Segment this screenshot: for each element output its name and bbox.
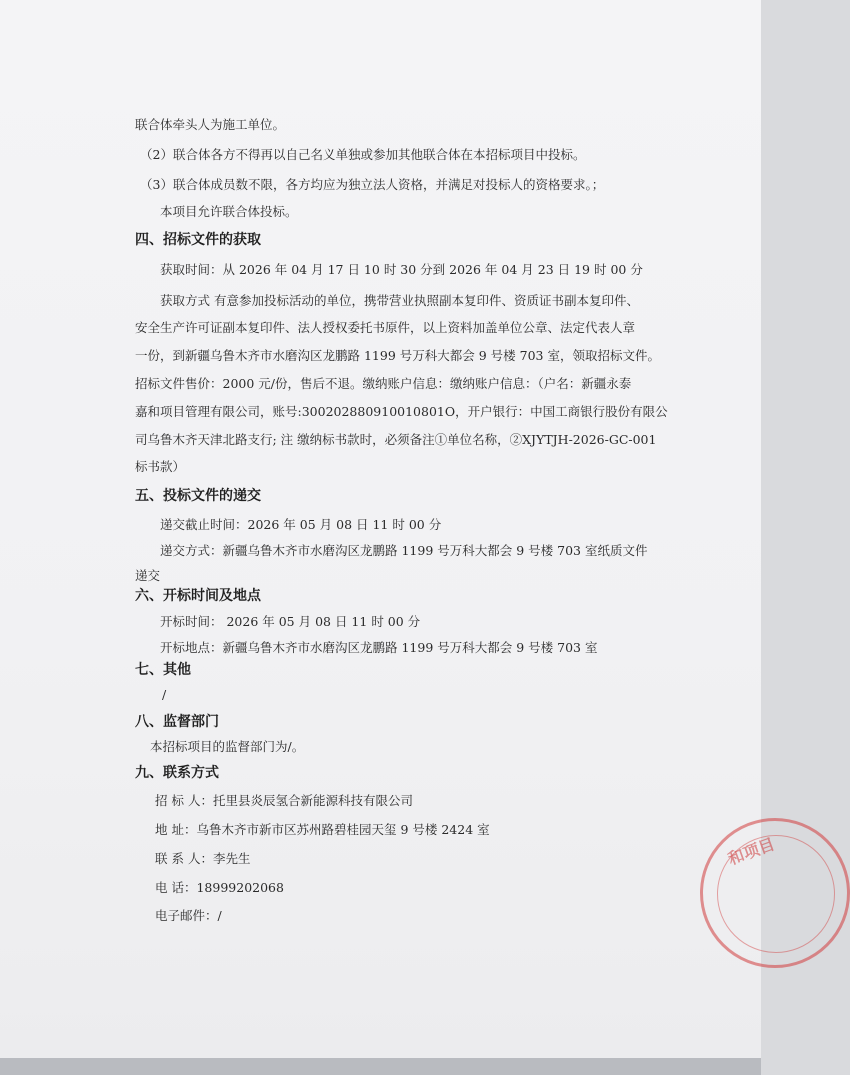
- page-bottom-edge: [0, 1058, 761, 1075]
- section-heading-6: 六、开标时间及地点: [135, 588, 261, 604]
- contact-line: 电子邮件：/: [155, 908, 222, 923]
- section-heading-9: 九、联系方式: [135, 765, 219, 781]
- text-line: 嘉和项目管理有限公司，账号:300202880910010801O，开户银行：中国工商银行股份有限公: [135, 404, 668, 419]
- text-line: （3）联合体成员数不限，各方均应为独立法人资格，并满足对投标人的资格要求。；: [140, 177, 605, 192]
- contact-line: 联 系 人：李先生: [155, 851, 251, 866]
- text-line: 标书款）: [135, 459, 186, 474]
- text-line: 安全生产许可证副本复印件、法人授权委托书原件，以上资料加盖单位公章、法定代表人章: [135, 320, 636, 335]
- section-heading-8: 八、监督部门: [135, 714, 219, 730]
- text-line: （2）联合体各方不得再以自己名义单独或参加其他联合体在本招标项目中投标。: [140, 147, 586, 162]
- text-line: 获取方式 有意参加投标活动的单位，携带营业执照副本复印件、资质证书副本复印件、: [160, 293, 639, 308]
- text-line: 一份，到新疆乌鲁木齐市水磨沟区龙鹏路 1199 号万科大都会 9 号楼 703 室，领取招标文件。: [135, 348, 660, 363]
- contact-line: 电 话：18999202068: [155, 880, 284, 895]
- text-line: 司乌鲁木齐天津北路支行; 注 缴纳标书款时，必须备注①单位名称，②XJYTJH-2026-GC-001: [135, 432, 657, 447]
- text-line: 招标文件售价：2000 元/份，售后不退。缴纳账户信息：缴纳账户信息：（户名：新疆永泰: [135, 376, 632, 391]
- text-line: 开标时间： 2026 年 05 月 08 日 11 时 00 分: [160, 614, 421, 629]
- text-line: 本招标项目的监督部门为/。: [150, 739, 305, 754]
- text-line: 递交截止时间：2026 年 05 月 08 日 11 时 00 分: [160, 517, 442, 532]
- text-line: 联合体牵头人为施工单位。: [135, 117, 286, 132]
- contact-line: 地 址：乌鲁木齐市新市区苏州路碧桂园天玺 9 号楼 2424 室: [155, 822, 490, 837]
- contact-line: 招 标 人：托里县炎辰氢合新能源科技有限公司: [155, 793, 413, 808]
- text-line: 递交方式：新疆乌鲁木齐市水磨沟区龙鹏路 1199 号万科大都会 9 号楼 703 室纸质文件: [160, 543, 648, 558]
- text-line: 开标地点：新疆乌鲁木齐市水磨沟区龙鹏路 1199 号万科大都会 9 号楼 703 室: [160, 640, 598, 655]
- seal-text: 和项目: [725, 834, 778, 869]
- section-heading-4: 四、招标文件的获取: [135, 232, 261, 248]
- text-line: 本项目允许联合体投标。: [160, 204, 298, 219]
- section-heading-7: 七、其他: [135, 662, 191, 678]
- company-seal-stamp: [700, 818, 850, 968]
- text-line: 递交: [135, 568, 161, 583]
- section-heading-5: 五、投标文件的递交: [135, 488, 261, 504]
- text-line: 获取时间：从 2026 年 04 月 17 日 10 时 30 分到 2026 年 04 月 23 日 19 时 00 分: [160, 262, 643, 277]
- text-line: /: [162, 687, 167, 702]
